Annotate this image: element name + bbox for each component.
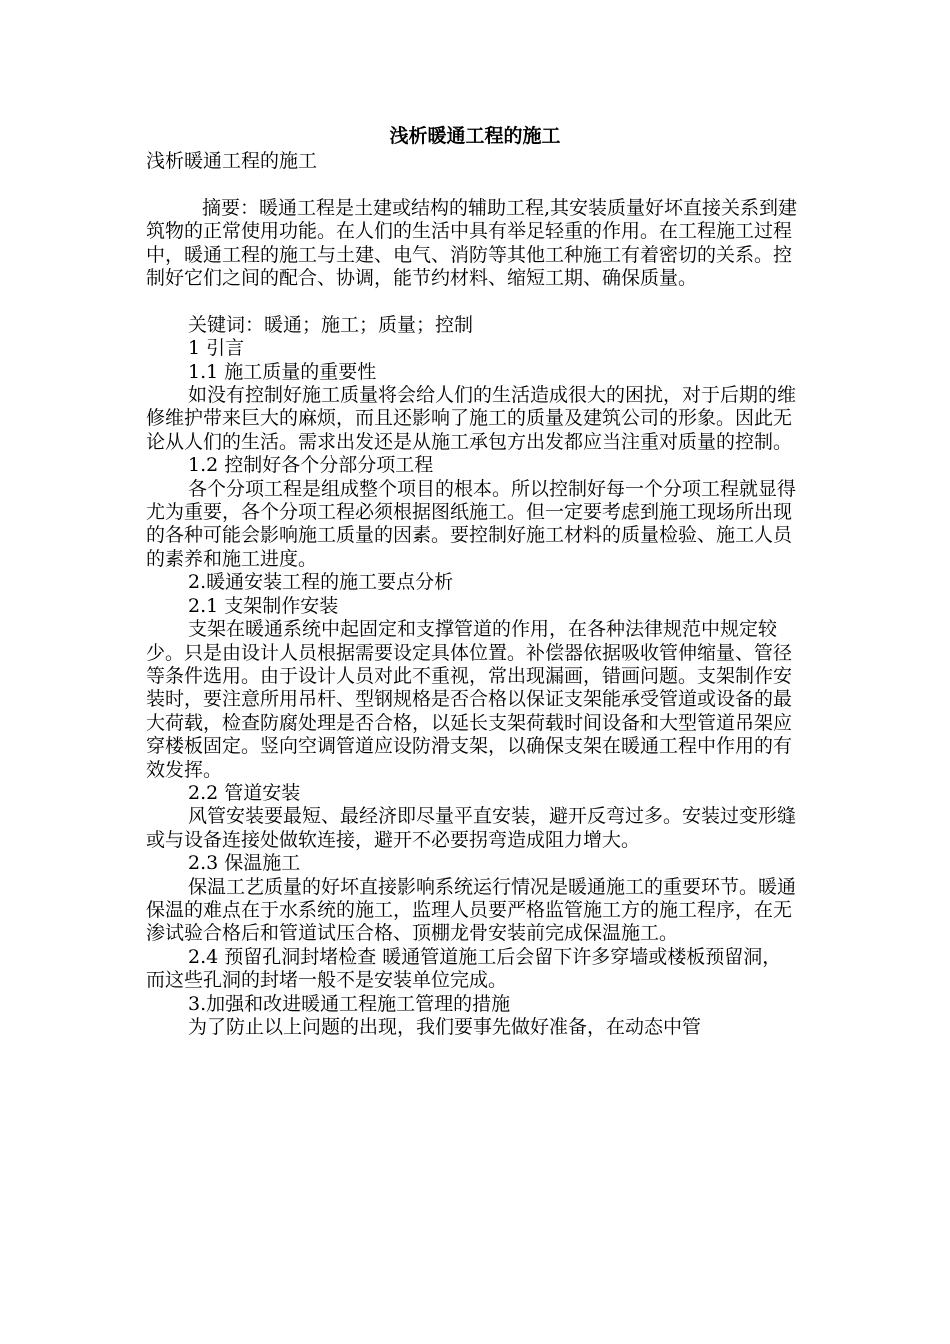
paragraph: 为了防止以上问题的出现，我们要事先做好准备，在动态中管 xyxy=(188,1016,702,1038)
abstract-paragraph: 摘要：暖通工程是土建或结构的辅助工程,其安装质量好坏直接关系到建筑物的正常使用功能。在人们的生活中具有举足轻重的作用。在工程施工过程中，暖通工程的施工与土建、电气、消防等其他工种施工有着密切的关系。控制好它们之间的配合、协调，能节约材料、缩短工期、确保质量。 xyxy=(146,196,798,290)
spacer xyxy=(146,173,798,196)
keywords-line: 关键词：暖通；施工；质量；控制 xyxy=(188,313,474,336)
document-subtitle: 浅析暖通工程的施工 xyxy=(146,150,318,172)
subsection-heading: 1.2 控制好各个分部分项工程 xyxy=(188,454,434,477)
paragraph: 风管安装要最短、最经济即尽量平直安装，避开反弯过多。安装过变形缝或与设备连接处做软连接，避开不必要拐弯造成阻力增大。 xyxy=(146,805,797,851)
subsection-heading: 2.2 管道安装 xyxy=(188,781,301,804)
document-title: 浅析暖通工程的施工 xyxy=(389,125,561,147)
paragraph: 保温工艺质量的好坏直接影响系统运行情况是暖通施工的重要环节。暖通保温的难点在于水系统的施工，监理人员要严格监管施工方的施工程序，在无渗试验合格后和管道试压合格、顶棚龙骨安装前完成保温施工。 xyxy=(146,875,797,945)
paragraph: 支架在暖通系统中起固定和支撑管道的作用，在各种法律规范中规定较少。只是由设计人员根据需要设定具体位置。补偿器依据吸收管伸缩量、管径等条件选用。由于设计人员对此不重视，常出现漏画，错画问题。支架制作安装时，要注意所用吊杆、型钢规格是否合格以保证支架能承受管道或设备的最大荷载，检查防腐处理是否合格，以延长支架荷载时间设备和大型管道吊架应穿楼板固定。竖向空调管道应设防滑支架，以确保支架在暖通工程中作用的有效发挥。 xyxy=(146,618,793,781)
paragraph: 2.4 预留孔洞封堵检查 暖通管道施工后会留下许多穿墙或楼板预留洞，而这些孔洞的封堵一般不是安装单位完成。 xyxy=(146,945,782,992)
subsection-heading: 2.3 保温施工 xyxy=(188,852,301,875)
section-heading: 2.暖通安装工程的施工要点分析 xyxy=(188,571,454,594)
section-heading: 1 引言 xyxy=(188,337,245,360)
paragraph: 各个分项工程是组成整个项目的根本。所以控制好每一个分项工程就显得尤为重要，各个分项工程必须根据图纸施工。但一定要考虑到施工现场所出现的各种可能会影响施工质量的因素。要控制好施工材料的质量检验、施工人员的素养和施工进度。 xyxy=(146,477,797,570)
section-heading: 3.加强和改进暖通工程施工管理的措施 xyxy=(188,992,511,1015)
spacer xyxy=(146,290,798,313)
paragraph: 如没有控制好施工质量将会给人们的生活造成很大的困扰，对于后期的维修维护带来巨大的麻烦，而且还影响了施工的质量及建筑公司的形象。因此无论从人们的生活。需求出发还是从施工承包方出发都应当注重对质量的控制。 xyxy=(146,384,797,453)
subsection-heading: 2.1 支架制作安装 xyxy=(188,594,339,617)
document-body xyxy=(146,150,798,1039)
subsection-heading: 1.1 施工质量的重要性 xyxy=(188,360,377,383)
